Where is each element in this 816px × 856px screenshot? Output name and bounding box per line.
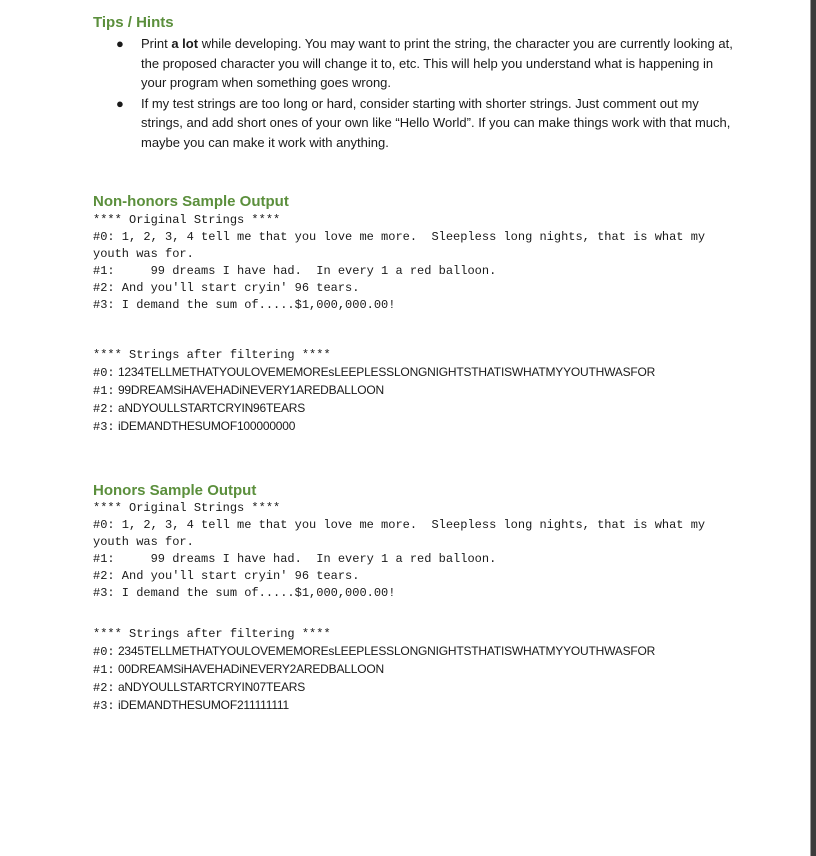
filtered-label: #0: — [93, 366, 115, 380]
filtered-string-line — [93, 697, 655, 715]
original-string-line: #3: I demand the sum of.....$1,000,000.00! — [93, 298, 396, 312]
original-string-line: #0: 1, 2, 3, 4 tell me that you love me more. Sleepless long nights, that is what my youth was for. — [93, 518, 713, 549]
filtered-label: #2: — [93, 402, 115, 416]
original-string-line: #2: And you'll start cryin' 96 tears. — [93, 569, 360, 583]
filtered-strings-header: **** Strings after filtering **** — [93, 348, 331, 362]
filtered-string-line — [93, 643, 655, 661]
filtered-string-line — [93, 364, 655, 382]
filtered-text: 1234TELLMETHATYOULOVEMEMOREsLEEPLESSLONGNIGHTSTHATISWHATMYYOUTHWASFOR — [117, 365, 656, 379]
filtered-text: iDEMANDTHESUMOF100000000 — [117, 419, 296, 433]
page-edge-line — [810, 0, 811, 856]
filtered-strings-header: **** Strings after filtering **** — [93, 627, 331, 641]
filtered-label: #0: — [93, 645, 115, 659]
non-honors-original-block — [93, 212, 718, 314]
tip-text: Print — [141, 36, 172, 51]
tips-list — [93, 34, 733, 152]
tip-item — [93, 34, 733, 93]
filtered-label: #2: — [93, 681, 115, 695]
tip-bold-text: a lot — [171, 36, 199, 51]
filtered-text: 00DREAMSiHAVEHADiNEVERY2AREDBALLOON — [117, 662, 384, 676]
filtered-label: #3: — [93, 699, 115, 713]
bullet-icon: ● — [116, 95, 124, 111]
tip-text-rest: while developing. You may want to print the string, the character you are currently looking at, the proposed character you will change it to, etc. This will help you understand what is happening in your program when something goes wrong. — [141, 36, 733, 90]
filtered-text: 2345TELLMETHATYOULOVEMEMOREsLEEPLESSLONGNIGHTSTHATISWHATMYYOUTHWASFOR — [117, 644, 656, 658]
original-string-line: #1: 99 dreams I have had. In every 1 a red balloon. — [93, 264, 497, 278]
filtered-label: #3: — [93, 420, 115, 434]
filtered-text: 99DREAMSiHAVEHADiNEVERY1AREDBALLOON — [117, 383, 384, 397]
filtered-string-line — [93, 679, 655, 697]
honors-original-block — [93, 500, 718, 602]
honors-heading: Honors Sample Output — [93, 482, 257, 499]
filtered-string-line — [93, 661, 655, 679]
filtered-label: #1: — [93, 663, 115, 677]
non-honors-filtered-block — [93, 347, 655, 436]
filtered-text: iDEMANDTHESUMOF211111111 — [117, 698, 289, 712]
non-honors-heading: Non-honors Sample Output — [93, 193, 289, 210]
original-strings-header: **** Original Strings **** — [93, 213, 281, 227]
tip-item — [93, 94, 733, 153]
honors-filtered-block — [93, 626, 655, 715]
original-string-line: #3: I demand the sum of.....$1,000,000.00! — [93, 586, 396, 600]
filtered-text: aNDYOULLSTARTCRYIN96TEARS — [117, 401, 306, 415]
bullet-icon: ● — [116, 36, 124, 51]
filtered-string-line — [93, 382, 655, 400]
filtered-text: aNDYOULLSTARTCRYIN07TEARS — [117, 680, 306, 694]
page-edge — [811, 0, 816, 856]
original-string-line: #2: And you'll start cryin' 96 tears. — [93, 281, 360, 295]
filtered-string-line — [93, 418, 655, 436]
original-strings-header: **** Original Strings **** — [93, 501, 281, 515]
tip-text: If my test strings are too long or hard, consider starting with shorter strings. Just comment out my strings, and add short ones of your own like “Hello World”. If you can make things work with that much, maybe you can make it work with anything. — [141, 95, 731, 150]
filtered-label: #1: — [93, 384, 115, 398]
tips-heading: Tips / Hints — [93, 14, 174, 31]
original-string-line: #0: 1, 2, 3, 4 tell me that you love me more. Sleepless long nights, that is what my youth was for. — [93, 230, 713, 261]
filtered-string-line — [93, 400, 655, 418]
original-string-line: #1: 99 dreams I have had. In every 1 a red balloon. — [93, 552, 497, 566]
